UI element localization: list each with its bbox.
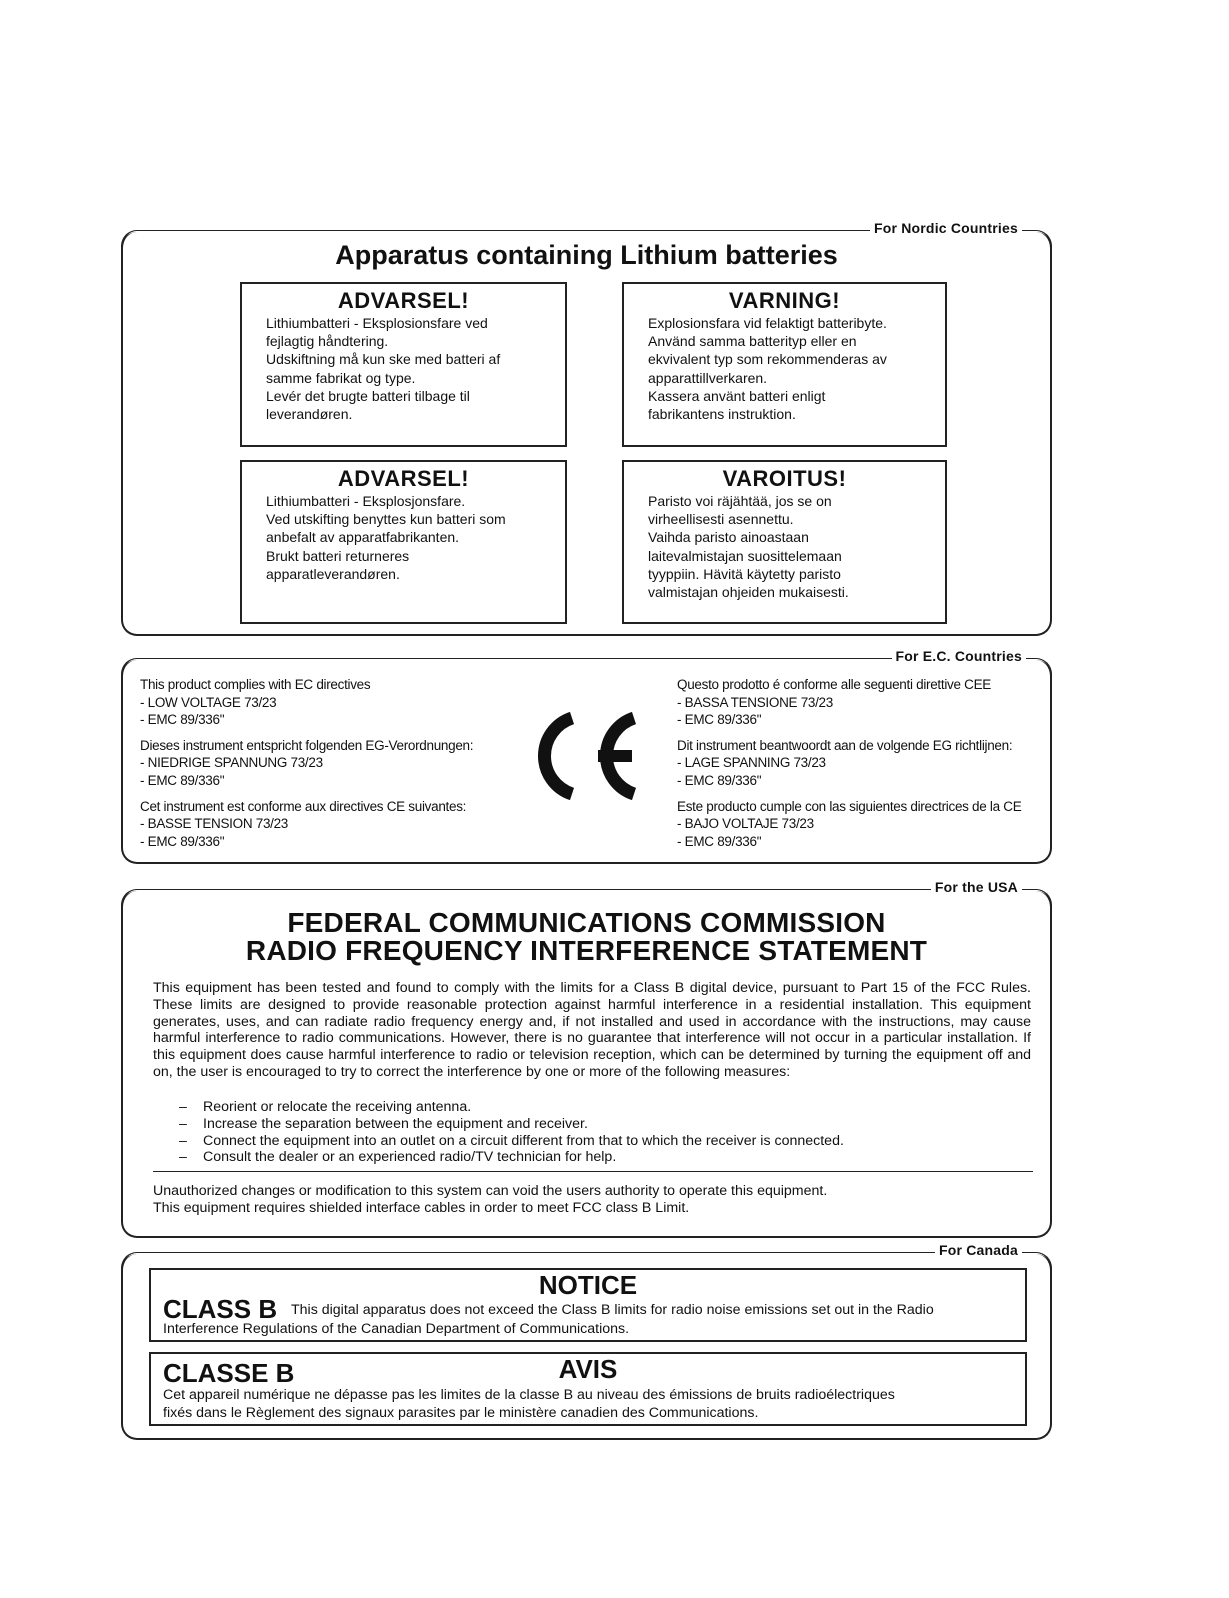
ec-statement: This product complies with EC directives - LOW VOLTAGE 73/23 - EMC 89/336" [140, 677, 371, 728]
avis-text: Cet appareil numérique ne dépasse pas les limites de la classe B au niveau des émissions de bruits radioélectriques [163, 1387, 895, 1403]
ec-statement: Dit instrument beantwoordt aan de volgende EG richtlijnen: - LAGE SPANNING 73/23 - EMC 89/336" [677, 737, 1013, 788]
fcc-footer: Unauthorized changes or modification to this system can void the users authority to operate this equipment. This equipment requires shielded interface cables in order to meet FCC class B Limit. [153, 1183, 828, 1216]
warning-title: VARNING! [728, 288, 841, 313]
list-item: – Increase the separation between the equipment and receiver. [179, 1116, 844, 1133]
warning-body: Lithiumbatteri - Eksplosionsfare ved fejlagtig håndtering. Udskiftning må kun ske med batteri af samme fabrikat og type. Levér det brugte batteri tilbage til leverandøren. [266, 315, 501, 423]
fcc-measures-list [179, 1099, 844, 1166]
warning-title: VAROITUS! [722, 466, 847, 491]
canada-section [121, 1242, 1052, 1440]
list-item: – Consult the dealer or an experienced radio/TV technician for help. [179, 1149, 844, 1166]
usa-label: For the USA [931, 879, 1022, 895]
warning-box-norwegian [240, 460, 567, 624]
section-corner [121, 1252, 141, 1271]
avis-title: AVIS [558, 1354, 618, 1384]
warning-body: Explosionsfara vid felaktigt batteribyte. Använd samma batterityp eller en ekvivalent typ som rekommenderas av apparattillverkaren. Kassera använt batteri enligt fabrikantens instruktion. [648, 315, 887, 423]
notice-text: This digital apparatus does not exceed the Class B limits for radio noise emissions set out in the Radio [291, 1302, 934, 1318]
usa-section [121, 879, 1052, 1238]
nordic-title: Apparatus containing Lithium batteries [335, 240, 838, 270]
nordic-section [121, 220, 1052, 636]
avis-box [149, 1352, 1027, 1426]
warning-body: Lithiumbatteri - Eksplosjonsfare. Ved utskifting benyttes kun batteri som anbefalt av apparatfabrikanten. Brukt batteri returneres apparatleverandøren. [266, 493, 506, 582]
fcc-title-line-1: FEDERAL COMMUNICATIONS COMMISSION [287, 907, 886, 938]
avis-class: CLASSE B [163, 1358, 295, 1388]
nordic-label: For Nordic Countries [870, 220, 1022, 236]
ec-label: For E.C. Countries [892, 648, 1027, 664]
ec-left-column [140, 676, 510, 858]
ec-statement: Cet instrument est conforme aux directives CE suivantes: - BASSE TENSION 73/23 - EMC 89/336" [140, 798, 467, 849]
section-corner [1032, 658, 1052, 677]
ec-statement: Este producto cumple con las siguientes directrices de la CE - BAJO VOLTAJE 73/23 - EMC 89/336" [677, 798, 1022, 849]
list-item: – Connect the equipment into an outlet on a circuit different from that to which the receiver is connected. [179, 1133, 844, 1150]
section-corner [1032, 1252, 1052, 1271]
section-corner [121, 658, 141, 677]
avis-text: fixés dans le Règlement des signaux parasites par le ministère canadien des Communications. [163, 1405, 759, 1421]
list-item: – Reorient or relocate the receiving antenna. [179, 1099, 844, 1116]
warning-box-swedish [622, 282, 947, 447]
notice-title: NOTICE [538, 1270, 638, 1300]
warning-body: Paristo voi räjähtää, jos se on virheellisesti asennettu. Vaihda paristo ainoastaan laitevalmistajan suosittelemaan tyyppiin. Hävitä käytetty paristo valmistajan ohjeiden mukaisesti. [648, 493, 849, 601]
fcc-title-line-2: RADIO FREQUENCY INTERFERENCE STATEMENT [245, 935, 928, 966]
notice-text: Interference Regulations of the Canadian Department of Communications. [163, 1321, 630, 1337]
ec-statement: Dieses instrument entspricht folgenden EG-Verordnungen: - NIEDRIGE SPANNUNG 73/23 - EMC 89/336" [140, 737, 474, 788]
canada-label: For Canada [935, 1242, 1022, 1258]
warning-title: ADVARSEL! [337, 466, 470, 491]
section-top-rule [137, 1252, 1036, 1253]
divider [153, 1171, 1033, 1172]
fcc-paragraph: This equipment has been tested and found to comply with the limits for a Class B digital device, pursuant to Part 15 of the FCC Rules. These limits are designed to provide reasonable protection against harmful interference in a residential installation. This equipment generates, uses, and can radiate radio frequency energy and, if not installed and used in accordance with the instructions, may cause harmful interference to radio communications. However, there is no guarantee that interference will not occur in a particular installation. If this equipment does cause harmful interference to radio or television reception, which can be determined by turning the equipment off and on, the user is encouraged to try to correct the interference by one or more of the following measures: [153, 980, 1031, 1080]
notice-box [149, 1268, 1027, 1342]
section-top-rule [137, 889, 1036, 890]
warning-box-finnish [622, 460, 947, 624]
ec-right-column [677, 676, 1049, 858]
warning-box-danish [240, 282, 567, 447]
ce-mark-icon [520, 708, 644, 804]
section-corner [121, 889, 141, 908]
notice-class: CLASS B [163, 1294, 278, 1324]
section-corner [1032, 889, 1052, 908]
ec-statement: Questo prodotto é conforme alle seguenti direttive CEE - BASSA TENSIONE 73/23 - EMC 89/336" [677, 677, 991, 728]
warning-title: ADVARSEL! [337, 288, 470, 313]
